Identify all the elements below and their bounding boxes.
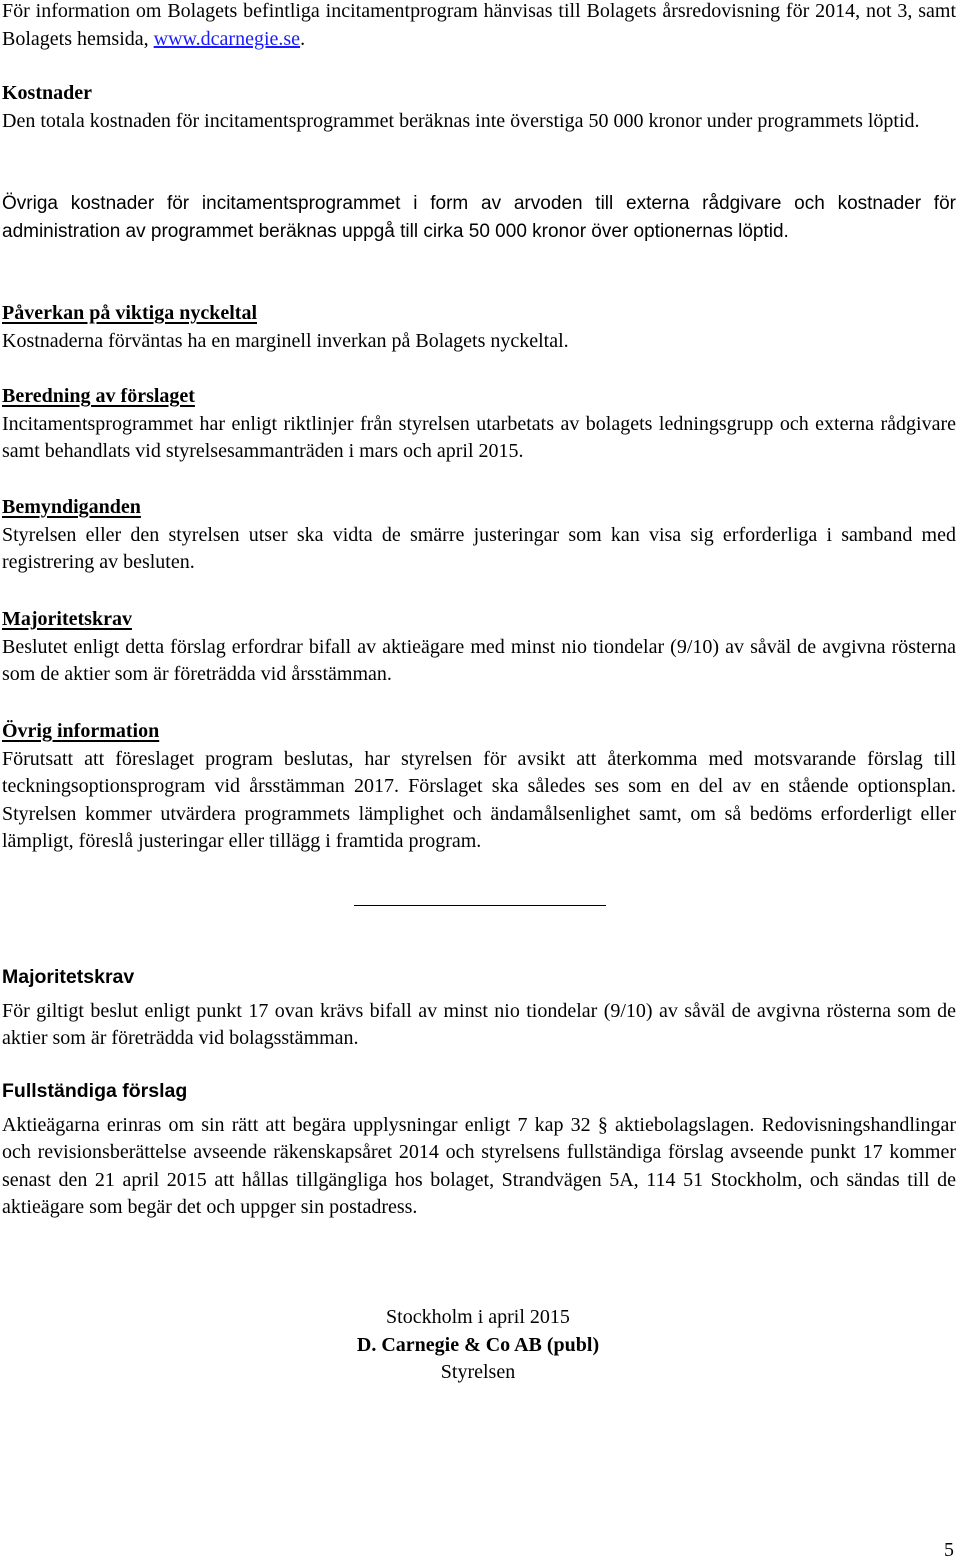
- page-number: 5: [944, 1539, 954, 1561]
- kostnader-paragraph-2: [2, 190, 956, 246]
- section-heading: Beredning av förslaget: [2, 385, 195, 407]
- section-beredning: [2, 383, 956, 466]
- section-text: Styrelsen eller den styrelsen utser ska vidta de smärre justeringar som kan visa sig erforderliga i samband med registrering av besluten.: [2, 523, 956, 573]
- section-text: För giltigt beslut enligt punkt 17 ovan krävs bifall av minst nio tiondelar (9/10) av såväl de avgivna rösterna som de aktier som är företrädda vid bolagsstämman.: [2, 999, 956, 1049]
- separator-line: [354, 905, 606, 906]
- section-majoritetskrav-2: [2, 964, 956, 1053]
- section-ovrig-information: [2, 718, 956, 856]
- section-text: Beslutet enligt detta förslag erfordrar bifall av aktieägare med minst nio tiondelar (9/10) av såväl de avgivna rösterna som de aktier som är företrädda vid årsstämman.: [2, 635, 956, 685]
- section-heading: Övrig information: [2, 720, 160, 742]
- section-text: Aktieägarna erinras om sin rätt att begära upplysningar enligt 7 kap 32 § aktiebolagslagen. Redovisningshandlingar och revisionsberättelse avseende räkenskapsåret 2014 och styrelsens fullständiga förslag avseende punkt 17 kommer senast den 21 april 2015 att hållas tillgängliga hos bolaget, Strandvägen 5A, 114 51 Stockholm, och sändas till de aktieägare som begär det och uppger sin postadress.: [2, 1113, 956, 1218]
- section-fullstandiga-forslag: [2, 1078, 956, 1222]
- section-heading: Fullständiga förslag: [2, 1080, 188, 1102]
- section-heading: Bemyndiganden: [2, 496, 141, 518]
- section-text: Incitamentsprogrammet har enligt riktlinjer från styrelsen utarbetats av bolagets ledningsgrupp och externa rådgivare samt behandlats vid styrelsesammanträden i mars och april 2015.: [2, 412, 956, 462]
- section-heading: Påverkan på viktiga nyckeltal: [2, 302, 258, 324]
- section-heading: Majoritetskrav: [2, 608, 132, 630]
- section-majoritetskrav: [2, 606, 956, 689]
- section-text: Kostnaderna förväntas ha en marginell inverkan på Bolagets nyckeltal.: [2, 329, 569, 352]
- section-heading: Majoritetskrav: [2, 966, 135, 988]
- section-bemyndiganden: [2, 494, 956, 577]
- intro-text: För information om Bolagets befintliga incitamentprogram hänvisas till Bolagets årsredovisning för 2014, not 3, samt Bolagets hemsida,: [2, 0, 956, 50]
- signature-block: [0, 1304, 956, 1387]
- website-link[interactable]: www.dcarnegie.se: [153, 27, 301, 50]
- signature-place-date: Stockholm i april 2015: [386, 1306, 570, 1328]
- intro-paragraph: [2, 0, 956, 53]
- signature-signed-by: Styrelsen: [440, 1361, 516, 1383]
- section-text: Övriga kostnader för incitamentsprogrammet i form av arvoden till externa rådgivare och kostnader för administration av programmet beräknas uppgå till cirka 50 000 kronor över optionernas löptid.: [2, 193, 956, 242]
- section-kostnader: [2, 80, 956, 135]
- section-heading: Kostnader: [2, 82, 92, 104]
- intro-text-end: .: [300, 27, 306, 50]
- section-text: Förutsatt att föreslaget program beslutas, har styrelsen för avsikt att återkomma med motsvarande förslag till teckningsoptionsprogram vid årsstämman 2017. Förslaget ska således ses som en del av en stående optionsplan. Styrelsen kommer utvärdera programmets lämplighet och ändamålsenlighet samt, om så bedöms erforderligt eller lämpligt, föreslå justeringar eller tillägg i framtida program.: [2, 747, 956, 852]
- section-text: Den totala kostnaden för incitamentsprogrammet beräknas inte överstiga 50 000 kronor under programmets löptid.: [2, 109, 920, 132]
- section-paverkan: [2, 300, 956, 355]
- signature-company: D. Carnegie & Co AB (publ): [356, 1333, 600, 1356]
